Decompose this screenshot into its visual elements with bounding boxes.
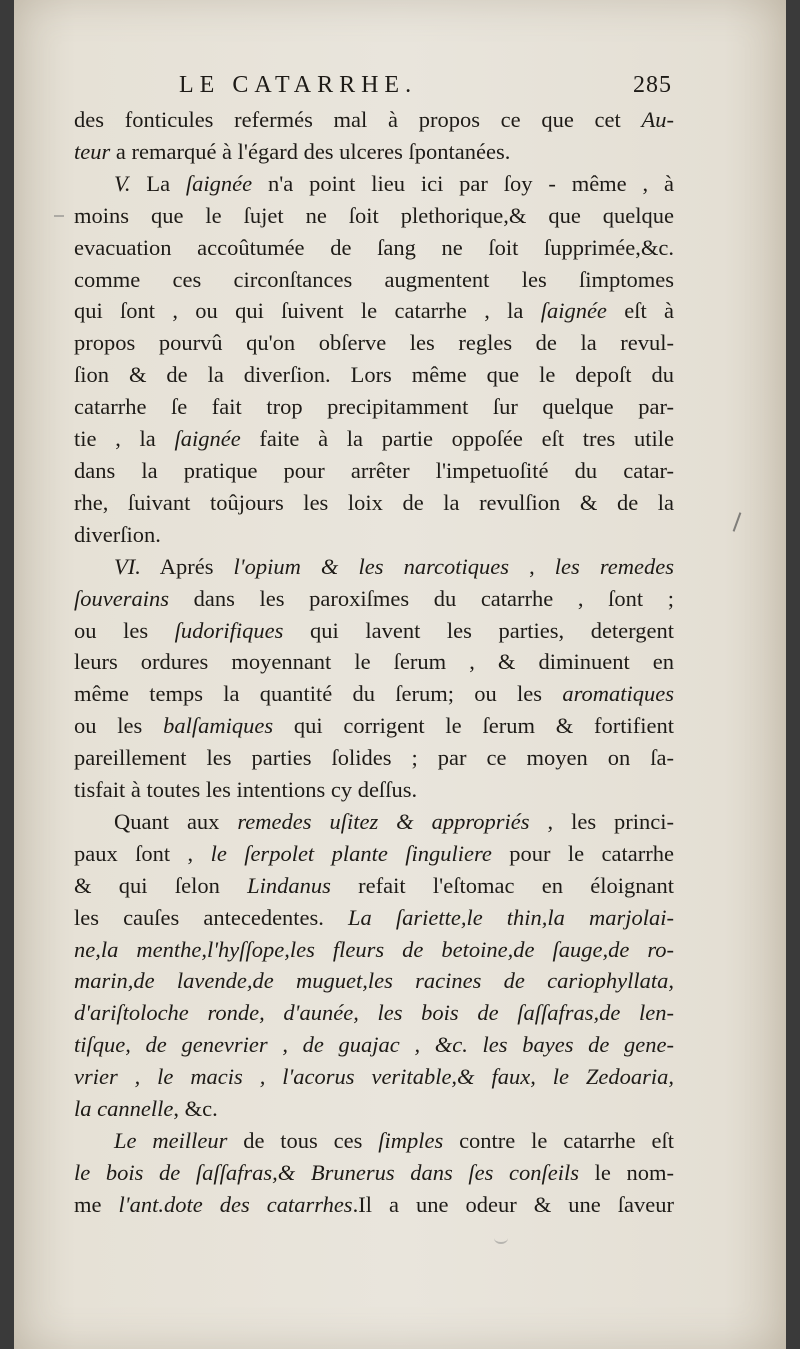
text-segment: , &c.: [173, 1096, 218, 1122]
text-segment: pour le catarrhe: [491, 840, 674, 866]
text-line: [74, 136, 674, 168]
text-segment: leurs ordures moyennant le ſerum , & diminuent en: [74, 649, 674, 675]
text-line: [74, 359, 674, 391]
text-line: [74, 870, 674, 902]
text-segment: ou les: [74, 713, 164, 739]
text-segment: tisfait à toutes les intentions cy deſſus.: [74, 777, 418, 803]
text-segment: Quant aux: [114, 808, 238, 834]
text-line: [74, 487, 674, 519]
text-segment: me: [74, 1191, 119, 1217]
text-segment: tie , la: [74, 426, 175, 452]
text-line: [74, 264, 674, 296]
text-line: [74, 519, 674, 551]
text-block: [74, 70, 674, 1221]
text-segment: dans la pratique pour arrêter l'impetuoſité du catar-: [74, 457, 674, 483]
text-segment: moins que le ſujet ne ſoit plethorique,& que quelque: [74, 202, 674, 228]
italic-segment: ſimples: [378, 1128, 444, 1153]
text-segment: ou les: [74, 617, 175, 643]
italic-segment: Au-: [641, 107, 674, 132]
text-line: [74, 742, 674, 774]
italic-segment: remedes uſitez & appropriés: [237, 808, 530, 834]
text-segment: La: [130, 170, 186, 196]
italic-segment: d'ariſtoloche ronde, d'aunée, les bois de ſaſſafras,de len-: [74, 1000, 674, 1026]
text-line: [74, 934, 674, 966]
italic-segment: marin,de lavende,de muguet,les racines de cariophyllata,: [74, 968, 674, 994]
running-header: [74, 70, 674, 104]
text-line: [74, 391, 674, 423]
text-segment: catarrhe ſe fait trop precipitamment ſur quelque par-: [74, 394, 674, 420]
italic-segment: Le meilleur: [114, 1128, 228, 1153]
text-segment: & qui ſelon: [74, 872, 248, 898]
text-line: [74, 232, 674, 264]
italic-segment: tiſque, de genevrier , de guajac , &c. les bayes de gene-: [74, 1032, 674, 1058]
text-segment: Aprés: [140, 553, 234, 579]
text-segment: refait l'eſtomac en éloignant: [330, 872, 674, 898]
text-line: [74, 646, 674, 678]
text-segment: dans les paroxiſmes du catarrhe , ſont ;: [169, 585, 674, 611]
text-segment: diverſion.: [74, 521, 161, 547]
text-segment: eſt à: [606, 298, 675, 324]
italic-segment: l'ant.dote des catarrhes: [118, 1191, 353, 1217]
italic-segment: l'opium & les narcotiques: [233, 553, 509, 579]
text-segment: faite à la partie oppoſée eſt tres utile: [240, 426, 674, 452]
running-title: LE CATARRHE.: [179, 72, 418, 98]
italic-segment: le bois de ſaſſafras,& Brunerus dans ſes conſeils: [74, 1159, 580, 1185]
italic-segment: ſaignée: [174, 426, 241, 452]
text-line: [74, 710, 674, 742]
text-line: [74, 295, 674, 327]
text-segment: le nom-: [579, 1159, 675, 1185]
italic-segment: ne,la menthe,l'hyſſope,les fleurs de betoine,de ſauge,de ro-: [74, 936, 674, 962]
text-segment: des fonticules refermés mal à propos ce que cet: [74, 107, 642, 132]
text-segment: pareillement les parties ſolides ; par ce moyen on ſa-: [74, 745, 674, 771]
text-line: [74, 902, 674, 934]
text-line: [74, 104, 674, 136]
text-segment: comme ces circonſtances augmentent les ſimptomes: [74, 266, 674, 292]
text-segment: rhe, ſuivant toûjours les loix de la revulſion & de la: [74, 489, 674, 515]
italic-segment: le ſerpolet plante ſinguliere: [210, 840, 492, 866]
text-line: [74, 615, 674, 647]
text-segment: qui corrigent le ſerum & fortifient: [273, 713, 675, 739]
text-line: [74, 200, 674, 232]
text-segment: ,: [508, 553, 555, 579]
text-segment: de tous ces: [227, 1128, 379, 1153]
text-line: [74, 551, 674, 583]
italic-segment: vrier , le macis , l'acorus veritable,& faux, le Zedoaria,: [74, 1064, 674, 1090]
italic-segment: La ſariette,le thin,la marjolai-: [348, 904, 674, 930]
text-line: [74, 838, 674, 870]
text-segment: propos pourvû qu'on obſerve les regles de la revul-: [74, 330, 674, 356]
margin-mark: [733, 512, 742, 531]
text-segment: qui lavent les parties, detergent: [283, 617, 674, 643]
text-line: [74, 1189, 674, 1221]
text-segment: qui ſont , ou qui ſuivent le catarrhe , la: [74, 298, 541, 324]
ink-smudge: [494, 1232, 508, 1244]
italic-segment: teur: [74, 138, 111, 164]
margin-mark: [54, 215, 64, 217]
italic-segment: ſaignée: [540, 298, 607, 324]
text-segment: a remarqué à l'égard des ulceres ſpontanées.: [110, 138, 511, 164]
text-line: [74, 1029, 674, 1061]
text-line: [74, 455, 674, 487]
italic-segment: les remedes: [554, 553, 674, 579]
text-segment: contre le catarrhe eſt: [443, 1128, 674, 1153]
text-segment: .Il a une odeur & une ſaveur: [352, 1191, 674, 1217]
text-line: [74, 168, 674, 200]
body-text: [74, 104, 674, 1221]
text-line: [74, 1157, 674, 1189]
text-segment: n'a point lieu ici par ſoy - même , à: [252, 170, 674, 196]
italic-segment: ſudorifiques: [174, 617, 284, 643]
text-line: [74, 997, 674, 1029]
text-segment: les cauſes antecedentes.: [74, 904, 349, 930]
text-segment: paux ſont ,: [74, 840, 211, 866]
text-line: [74, 774, 674, 806]
text-line: [74, 583, 674, 615]
text-line: [74, 1093, 674, 1125]
italic-segment: balſamiques: [163, 713, 274, 739]
text-line: [74, 423, 674, 455]
book-page: [14, 0, 786, 1349]
italic-segment: V.: [114, 170, 131, 196]
italic-segment: ſaignée: [185, 170, 253, 196]
page-number: 285: [633, 72, 672, 98]
text-segment: même temps la quantité du ſerum; ou les: [74, 681, 563, 707]
italic-segment: la cannelle: [74, 1096, 174, 1122]
text-line: [74, 1061, 674, 1093]
italic-segment: aromatiques: [562, 681, 674, 707]
italic-segment: VI.: [114, 553, 141, 579]
italic-segment: Lindanus: [247, 872, 331, 898]
italic-segment: ſouverains: [74, 585, 169, 611]
text-segment: , les princi-: [529, 808, 675, 834]
text-line: [74, 327, 674, 359]
text-line: [74, 965, 674, 997]
text-line: [74, 806, 674, 838]
text-segment: evacuation accoûtumée de ſang ne ſoit ſupprimée,&c.: [74, 234, 674, 260]
text-line: [74, 1125, 674, 1157]
text-segment: ſion & de la diverſion. Lors même que le depoſt du: [74, 362, 674, 388]
text-line: [74, 678, 674, 710]
